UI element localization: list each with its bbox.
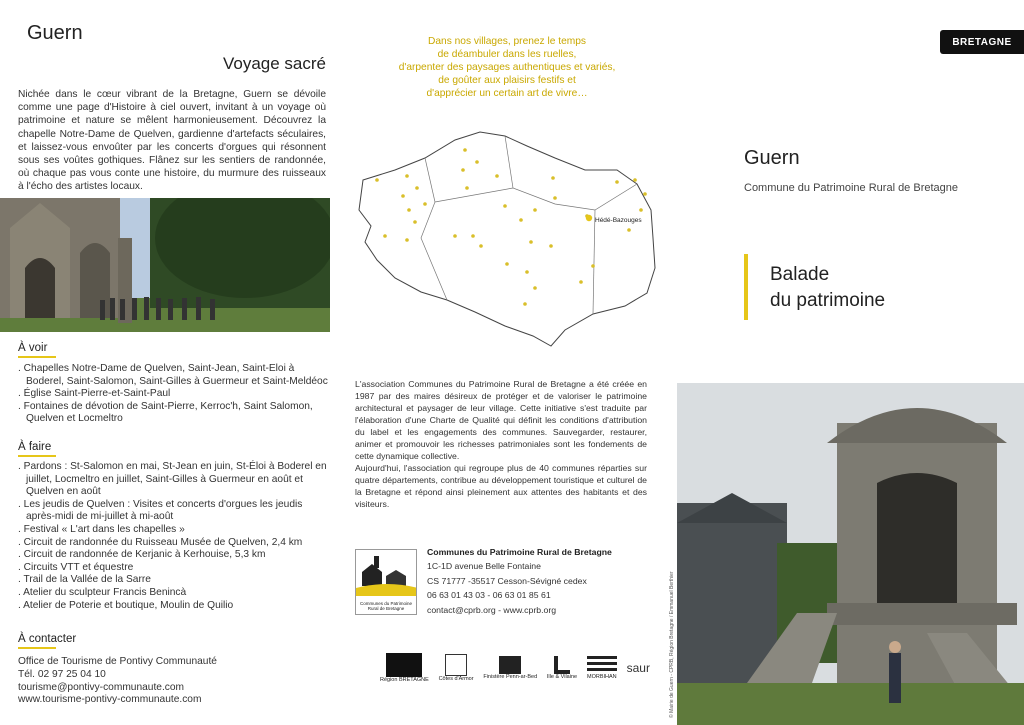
right-panel [669,0,1024,725]
list-item: . Circuit de randonnée du Ruisseau Musée de Quelven, 2,4 km [18,537,333,550]
list-item: . Atelier de Poterie et boutique, Moulin de Quilio [18,600,333,613]
association-web[interactable]: contact@cprb.org - www.cprb.org [427,604,557,615]
faire-list [18,461,333,612]
monument-photo [677,383,1024,725]
voir-list [18,363,333,426]
tagline-line: de goûter aux plaisirs festifs et [438,75,576,86]
logo-morbihan [587,656,617,680]
list-item: . Les jeudis de Quelven : Visites et concerts d'orgues les jeudis après-midi de mi-juillet à mi-août [18,499,333,524]
association-card [355,545,655,617]
accent-bar [744,254,748,320]
left-panel [0,0,340,725]
list-item: . Circuit de randonnée de Kerjanic à Kerhouise, 5,3 km [18,549,333,562]
association-name: Communes du Patrimoine Rural de Bretagne [427,547,612,557]
contact-block [18,656,217,707]
page-subtitle: Voyage sacré [222,54,326,73]
brand-name: BRETAGNE [952,36,1012,48]
contact-office: Office de Tourisme de Pontivy Communauté [18,656,217,667]
section-contact-title: À contacter [18,633,76,649]
partner-name: Ille & Vilaine [546,674,578,680]
tagline-line: de déambuler dans les ruelles, [437,49,577,60]
list-item: . Trail de la Vallée de la Sarre [18,574,333,587]
photo-credit: © Mairie de Guern - CPRB, Région Bretagne / Emmanuel Berthier [669,571,675,718]
partner-name: saur [626,661,650,675]
list-item: . Chapelles Notre-Dame de Quelven, Saint-Jean, Saint-Eloi à Boderel, Saint-Salomon, Saint-Gilles à Guermeur et Saint-Meldéoc [18,363,333,388]
list-item: . Atelier du sculpteur Francis Benincà [18,587,333,600]
tagline-line: d'apprécier un certain art de vivre… [426,88,588,99]
brittany-map [355,118,667,353]
logo-cotes-darmor [439,654,474,682]
association-address: 1C-1D avenue Belle Fontaine [427,561,541,572]
logo-finistere [483,656,537,680]
cover-title [770,262,885,314]
logo-region-bretagne [380,653,429,683]
partner-name: Région BRETAGNE [380,677,429,683]
partner-name: MORBIHAN [587,674,617,680]
chapel-photo [0,198,330,332]
association-paragraph: L'association Communes du Patrimoine Rural de Bretagne a été créée en 1987 par des maires désireux de protéger et de valoriser le patrimoine architectural et paysager de leur village. Cette initiative s'est traduite par l'élaboration d'une Charte de Qualité qui définit les conditions d'attribution du label et les engagements des communes. Sauvegarder, restaurer, animer et promouvoir les richesses patrimoniales sont les fondements de cette dynamique collective. [355,379,647,461]
cover-title-line: Balade [770,264,830,285]
association-text [355,378,647,510]
town-title: Guern [27,22,83,44]
logo-ille-vilaine [547,656,577,680]
partner-logos [380,648,650,688]
cprb-logo-text: Communes du Patrimoine Rural de Bretagne [359,601,413,611]
middle-panel [340,0,675,725]
tagline-line: Dans nos villages, prenez le temps [428,36,586,47]
logo-saur [627,661,650,675]
cover-town-subtitle: Commune du Patrimoine Rural de Bretagne [744,182,959,194]
association-address-2: CS 71777 -35517 Cesson-Sévigné cedex [427,575,587,586]
contact-website[interactable]: www.tourisme-pontivy-communaute.com [18,694,202,706]
partner-name: Côtes d'Armor [438,676,474,682]
tagline-line: d'arpenter des paysages authentiques et variés, [398,62,616,73]
section-voir-title: À voir [18,342,56,358]
tagline [372,35,642,100]
list-item: . Fontaines de dévotion de Saint-Pierre, Kerroc'h, Saint Salomon, Quelven et Locmeltro [18,401,333,426]
contact-phone[interactable]: Tél. 02 97 25 04 10 [18,668,106,680]
map-highlight-label: Hédé-Bazouges [595,217,642,224]
association-paragraph: Aujourd'hui, l'association qui regroupe plus de 40 communes réparties sur quatre départements, contribue au développement touristique et culturel de la Bretagne et répond ainsi pleinement aux attentes des habitants et des visiteurs. [355,463,647,509]
list-item: . Festival « L'art dans les chapelles » [18,524,333,537]
cover-title-line: du patrimoine [770,290,886,311]
association-phones[interactable]: 06 63 01 43 03 - 06 63 01 85 61 [427,590,551,601]
cprb-logo [355,549,417,615]
list-item: . Circuits VTT et équestre [18,562,333,575]
list-item: . Pardons : St-Salomon en mai, St-Jean en juin, St-Éloi à Boderel en juillet, Locmeltro en juillet, Saint-Gilles à Guermeur en août et Quelven en août [18,461,333,499]
association-contact [427,545,612,617]
list-item: . Église Saint-Pierre-et-Saint-Paul [18,388,333,401]
intro-paragraph: Nichée dans le cœur vibrant de la Bretagne, Guern se dévoile comme une page d'Histoire à ciel ouvert, invitant à un voyage où patrimoine et nature se mêlent harmonieusement. Découvrez la chapelle Notre-Dame de Quelven, gardienne d'artefacts séculaires, et laissez-vous envoûter par les concerts d'orgues qui résonnent sous ses voûtes gothiques. Flânez sur les sentiers de randonnée, où chaque pas vous conte une histoire, du murmure des ruisseaux à l'écho des artistes locaux. [18,89,326,193]
partner-name: Finistère Penn-ar-Bed [483,674,538,680]
contact-email[interactable]: tourisme@pontivy-communaute.com [18,681,185,693]
bretagne-brand-logo [940,30,1024,54]
cover-town-title: Guern [744,147,800,169]
section-faire-title: À faire [18,441,56,457]
